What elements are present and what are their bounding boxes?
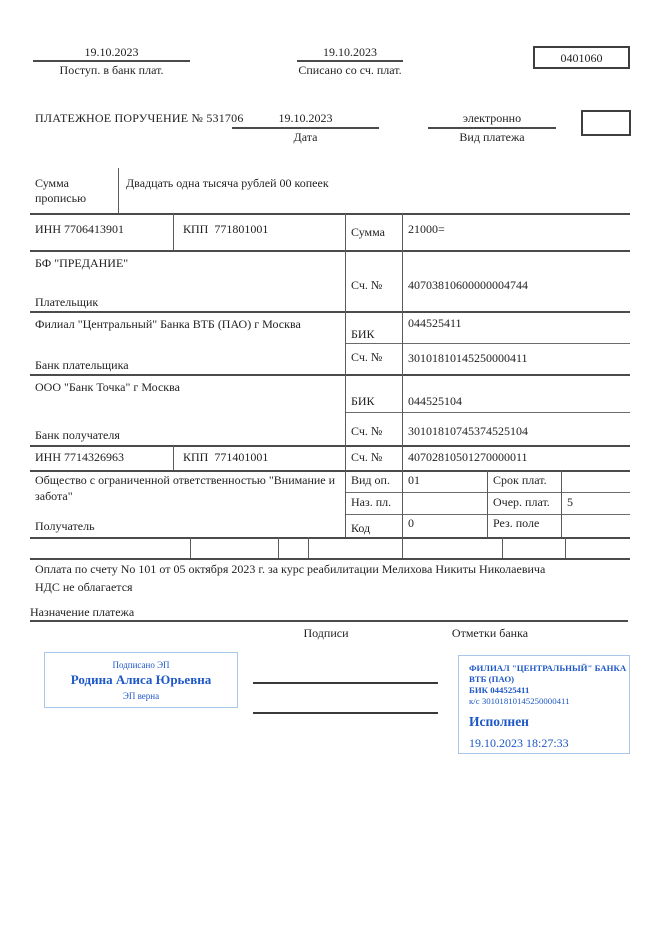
payer-section-label: Плательщик [35, 295, 99, 309]
payment-kind-value: электронно [462, 111, 522, 125]
ocher-plat-value: 5 [567, 495, 573, 509]
purpose-text-line1: Оплата по счету No 101 от 05 октября 2023 г. за курс реабилитации Мелихова Никиты Николаевича [35, 562, 546, 576]
payer-account-label: Сч. № [351, 278, 383, 292]
table-line [345, 343, 630, 344]
beneficiary-bank-account-label: Сч. № [351, 424, 383, 438]
table-divider [190, 537, 191, 558]
esignature-stamp-bottom: ЭП верна [122, 691, 160, 701]
beneficiary-account: 40702810501270000011 [408, 450, 528, 464]
beneficiary-bank-bik: 044525104 [408, 394, 462, 408]
payer-kpp: КПП 771801001 [183, 222, 269, 236]
table-divider [173, 213, 174, 250]
esignature-stamp-top: Подписано ЭП [112, 660, 170, 670]
sum-value: 21000= [408, 222, 445, 236]
debited-date-underline [297, 60, 403, 62]
table-line [345, 412, 630, 413]
table-divider [502, 537, 503, 558]
table-line [30, 374, 630, 376]
beneficiary-section-label: Получатель [35, 519, 95, 533]
kod-value: 0 [408, 516, 414, 530]
payment-kind-underline [428, 127, 556, 129]
amount-words-value: Двадцать одна тысяча рублей 00 копеек [126, 176, 329, 190]
payment-kind-label: Вид платежа [459, 130, 525, 144]
date-label: Дата [293, 130, 318, 144]
sum-label: Сумма [351, 225, 385, 239]
beneficiary-bank-account: 30101810745374525104 [408, 424, 528, 438]
esignature-stamp [44, 652, 238, 708]
payer-bank-bik-label: БИК [351, 327, 375, 341]
table-divider [565, 537, 566, 558]
table-line [30, 445, 630, 447]
bank-stamp-name-line2: ВТБ (ПАО) [469, 674, 515, 684]
beneficiary-bank-name: ООО "Банк Точка" г Москва [35, 380, 180, 394]
srok-plat-label: Срок плат. [493, 473, 547, 487]
beneficiary-kpp: КПП 771401001 [183, 450, 269, 464]
table-divider [561, 470, 562, 537]
signature-line [253, 712, 438, 714]
table-line [30, 311, 630, 313]
payer-bank-bik: 044525411 [408, 316, 462, 330]
vid-op-value: 01 [408, 473, 420, 487]
beneficiary-bank-section-label: Банк получателя [35, 428, 120, 442]
table-divider [402, 213, 403, 558]
vid-op-label: Вид оп. [351, 473, 390, 487]
bank-stamp-status: Исполнен [469, 714, 529, 729]
signatures-label: Подписи [303, 626, 349, 640]
form-code: 0401060 [560, 51, 603, 65]
payer-bank-account-label: Сч. № [351, 350, 383, 364]
payer-bank-account: 30101810145250000411 [408, 351, 528, 365]
table-divider [308, 537, 309, 558]
payer-bank-name: Филиал "Центральный" Банка ВТБ (ПАО) г Москва [35, 317, 301, 331]
table-line [30, 537, 630, 539]
payer-name: БФ "ПРЕДАНИЕ" [35, 256, 129, 270]
beneficiary-inn: ИНН 7714326963 [35, 450, 124, 464]
bank-stamp-name-line1: ФИЛИАЛ "ЦЕНТРАЛЬНЫЙ" БАНКА [469, 663, 627, 673]
status-code-box [581, 110, 631, 136]
table-divider [487, 470, 488, 537]
bank-marks-label: Отметки банка [451, 626, 529, 640]
ocher-plat-label: Очер. плат. [493, 495, 550, 509]
amount-words-divider [118, 168, 119, 213]
table-divider [278, 537, 279, 558]
esignature-stamp-name: Родина Алиса Юрьевна [70, 672, 212, 687]
payer-inn: ИНН 7706413901 [35, 222, 124, 236]
bank-execution-stamp [458, 655, 630, 754]
form-code-box [533, 46, 630, 69]
beneficiary-name-line2: забота" [35, 489, 73, 503]
received-date-label: Поступ. в банк плат. [59, 63, 164, 77]
payer-bank-section-label: Банк плательщика [35, 358, 129, 372]
table-divider [345, 213, 346, 537]
debited-date-value: 19.10.2023 [323, 45, 377, 59]
naz-pl-label: Наз. пл. [351, 495, 392, 509]
received-date-underline [33, 60, 190, 62]
purpose-text-line2: НДС не облагается [35, 580, 133, 594]
table-divider [173, 445, 174, 470]
date-value: 19.10.2023 [278, 111, 333, 125]
table-line [30, 213, 630, 215]
purpose-underline [30, 620, 628, 622]
amount-words-label-line2: прописью [35, 191, 87, 205]
beneficiary-name-line1: Общество с ограниченной ответственностью "Внимание и [35, 473, 336, 487]
bank-stamp-corr-account: к/с 30101810145250000411 [469, 696, 570, 706]
table-line [30, 250, 630, 252]
payer-account: 40703810600000004744 [408, 278, 528, 292]
table-line [30, 470, 630, 472]
beneficiary-bank-bik-label: БИК [351, 394, 375, 408]
rez-pole-label: Рез. поле [493, 516, 540, 530]
kod-label: Код [351, 521, 371, 535]
purpose-section-label: Назначение платежа [30, 605, 135, 619]
bank-stamp-bik: БИК 044525411 [469, 685, 530, 695]
amount-words-label-line1: Сумма [35, 176, 69, 190]
beneficiary-account-label: Сч. № [351, 450, 383, 464]
document-title: ПЛАТЕЖНОЕ ПОРУЧЕНИЕ № 531706 [35, 111, 244, 125]
date-underline [232, 127, 379, 129]
signature-line [253, 682, 438, 684]
bank-stamp-datetime: 19.10.2023 18:27:33 [469, 736, 569, 750]
received-date-value: 19.10.2023 [84, 45, 139, 59]
debited-date-label: Списано со сч. плат. [298, 63, 402, 77]
table-line [30, 558, 630, 560]
